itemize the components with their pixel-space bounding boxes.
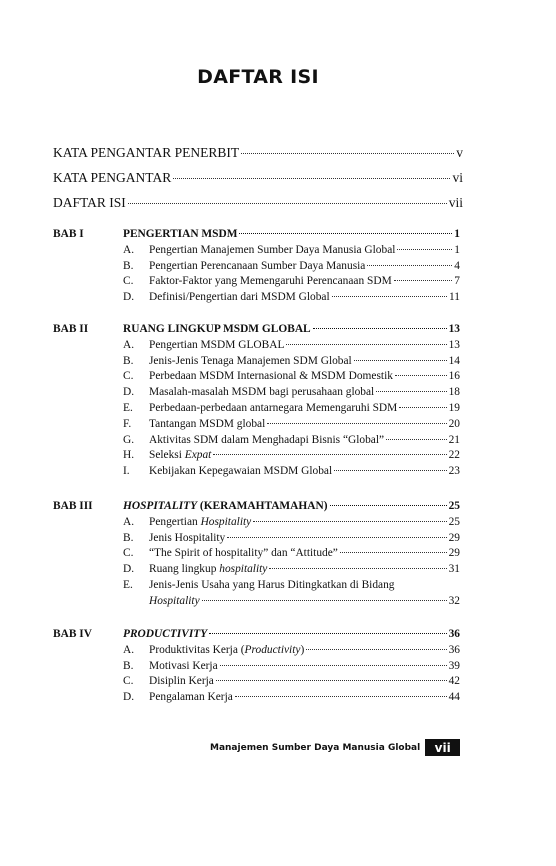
chapter-title-italic: HOSPITALITY	[123, 500, 198, 512]
section-letter: A.	[123, 243, 135, 256]
dot-leader	[241, 152, 454, 154]
chapter-number: BAB II	[53, 323, 89, 335]
page-title: DAFTAR ISI	[197, 66, 319, 88]
section-entry[interactable]	[53, 547, 460, 563]
dot-leader	[269, 567, 446, 569]
section-letter: D.	[123, 386, 135, 399]
dot-leader	[267, 422, 446, 424]
section-page: 44	[448, 691, 460, 704]
section-title: Pengertian Manajemen Sumber Daya Manusia Global	[149, 243, 396, 256]
section-letter: B.	[123, 354, 134, 367]
section-letter: D.	[123, 563, 135, 576]
section-page: 11	[449, 291, 460, 304]
dot-leader	[395, 374, 447, 376]
section-title: Aktivitas SDM dalam Menghadapi Bisnis “Global”	[149, 433, 385, 446]
entry-label: KATA PENGANTAR	[53, 170, 172, 185]
section-page: 23	[448, 465, 460, 478]
dot-leader	[227, 536, 446, 538]
chapter-page: 13	[448, 323, 460, 335]
section-title	[149, 644, 304, 656]
section-title: Motivasi Kerja	[149, 659, 218, 672]
section-letter: E.	[123, 578, 133, 591]
section-title-text: Produktivitas Kerja (	[149, 643, 245, 656]
section-letter: D.	[123, 691, 135, 704]
section-title-text: Pengertian	[149, 515, 198, 528]
dot-leader	[216, 679, 447, 681]
chapter-block	[53, 500, 460, 611]
chapter-number: BAB I	[53, 228, 84, 240]
dot-leader	[173, 177, 450, 179]
section-page: 14	[448, 354, 460, 367]
section-entry[interactable]	[53, 660, 460, 676]
section-page: 20	[448, 417, 460, 430]
section-title: Perbedaan-perbedaan antarnegara Memengaruhi SDM	[149, 401, 398, 414]
section-title-text: Seleksi	[149, 449, 182, 462]
chapter-page: 25	[448, 500, 460, 512]
section-entry[interactable]	[53, 418, 460, 434]
dot-leader	[235, 695, 447, 697]
section-title-italic: Hospitality	[200, 515, 252, 528]
section-letter: E.	[123, 401, 133, 414]
section-title-italic: Expat	[184, 449, 212, 462]
chapter-block	[53, 628, 460, 707]
chapter-title: PENGERTIAN MSDM	[123, 228, 238, 240]
section-title: Tantangan MSDM global	[149, 417, 266, 430]
section-entry[interactable]	[53, 449, 460, 465]
dot-leader	[367, 264, 452, 266]
section-title-italic: Productivity	[244, 643, 301, 656]
chapter-title	[123, 500, 328, 512]
section-entry[interactable]	[53, 260, 460, 276]
dot-leader	[253, 520, 446, 522]
dot-leader	[213, 453, 446, 455]
section-letter: F.	[123, 417, 132, 430]
section-page: 32	[448, 594, 460, 607]
page-footer	[210, 739, 460, 756]
section-entry[interactable]	[53, 291, 460, 307]
toc-entry[interactable]	[53, 145, 463, 161]
section-page: 29	[448, 531, 460, 544]
dot-leader	[334, 469, 446, 471]
section-page: 18	[448, 386, 460, 399]
dot-leader	[332, 295, 447, 297]
section-entry[interactable]	[53, 532, 460, 548]
chapter-heading[interactable]	[53, 228, 460, 244]
chapter-title: RUANG LINGKUP MSDM GLOBAL	[123, 323, 311, 335]
section-entry[interactable]	[53, 563, 460, 579]
dot-leader	[306, 648, 446, 650]
section-letter: B.	[123, 659, 134, 672]
section-title-suffix: )	[300, 643, 305, 656]
toc-entry[interactable]	[53, 195, 463, 211]
dot-leader	[286, 343, 446, 345]
section-title: Faktor-Faktor yang Memengaruhi Perencanaan SDM	[149, 275, 392, 288]
section-title: Masalah-masalah MSDM bagi perusahaan global	[149, 386, 375, 399]
section-entry[interactable]	[53, 370, 460, 386]
entry-page: vi	[452, 170, 463, 185]
chapter-heading[interactable]	[53, 323, 460, 339]
chapter-title-text: (KERAMAHTAMAHAN)	[199, 500, 328, 512]
footer-book-title: Manajemen Sumber Daya Manusia Global	[210, 742, 421, 753]
section-page: 22	[448, 449, 460, 462]
section-page: 31	[448, 563, 460, 576]
section-letter: B.	[123, 531, 134, 544]
section-letter: C.	[123, 547, 134, 560]
section-title-italic: Hospitality	[149, 594, 200, 607]
chapter-heading[interactable]	[53, 628, 460, 644]
section-entry[interactable]	[53, 675, 460, 691]
section-title: Pengalaman Kerja	[149, 691, 233, 704]
section-page: 16	[448, 370, 460, 383]
entry-page: vii	[448, 195, 463, 210]
section-title-text: Ruang lingkup	[149, 563, 217, 576]
section-title: Perbedaan MSDM Internasional & MSDM Domestik	[149, 370, 393, 383]
section-entry[interactable]	[53, 355, 460, 371]
chapter-number: BAB III	[53, 500, 93, 512]
section-entry[interactable]	[53, 434, 460, 450]
section-letter: G.	[123, 433, 135, 446]
chapter-block	[53, 323, 460, 481]
dot-leader	[376, 390, 446, 392]
section-letter: H.	[123, 449, 135, 462]
section-title: “The Spirit of hospitality” dan “Attitude”	[149, 547, 338, 560]
section-entry-continuation[interactable]	[53, 595, 460, 611]
section-entry[interactable]	[53, 339, 460, 355]
section-title: Jenis-Jenis Usaha yang Harus Ditingkatkan di Bidang	[149, 578, 395, 591]
section-letter: A.	[123, 515, 135, 528]
section-page: 13	[448, 338, 460, 351]
section-title: Jenis-Jenis Tenaga Manajemen SDM Global	[149, 354, 352, 367]
section-entry[interactable]	[53, 386, 460, 402]
section-title: Disiplin Kerja	[149, 675, 214, 688]
section-letter: C.	[123, 370, 134, 383]
section-entry[interactable]	[53, 516, 460, 532]
chapter-page: 36	[448, 628, 460, 640]
section-letter: D.	[123, 291, 135, 304]
section-entry[interactable]	[53, 691, 460, 707]
dot-leader	[209, 632, 446, 634]
dot-leader	[354, 359, 447, 361]
section-title: Definisi/Pengertian dari MSDM Global	[149, 291, 330, 304]
section-entry[interactable]	[53, 579, 460, 595]
section-page: 36	[448, 643, 460, 656]
section-title	[149, 563, 267, 575]
section-title: Pengertian MSDM GLOBAL	[149, 338, 285, 351]
chapter-title-italic: PRODUCTIVITY	[123, 628, 208, 640]
entry-label: DAFTAR ISI	[53, 195, 126, 210]
chapter-heading[interactable]	[53, 500, 460, 516]
section-page: 19	[448, 401, 460, 414]
section-title	[149, 516, 251, 528]
dot-leader	[399, 406, 446, 408]
footer-page-number: vii	[425, 739, 460, 756]
section-page: 21	[448, 433, 460, 446]
section-page: 7	[454, 275, 460, 288]
entry-page: v	[456, 145, 463, 160]
chapter-number: BAB IV	[53, 628, 92, 640]
section-page: 39	[448, 659, 460, 672]
dot-leader	[313, 327, 447, 329]
section-letter: A.	[123, 338, 135, 351]
section-page: 1	[454, 243, 460, 256]
chapter-page: 1	[454, 228, 460, 240]
section-title: Jenis Hospitality	[149, 531, 226, 544]
section-page: 42	[448, 675, 460, 688]
section-title: Kebijakan Kepegawaian MSDM Global	[149, 465, 333, 478]
section-page: 25	[448, 515, 460, 528]
dot-leader	[239, 232, 452, 234]
section-letter: B.	[123, 259, 134, 272]
section-entry[interactable]	[53, 402, 460, 418]
section-letter: C.	[123, 275, 134, 288]
dot-leader	[394, 279, 453, 281]
section-entry[interactable]	[53, 465, 460, 481]
dot-leader	[128, 202, 447, 204]
chapter-block	[53, 228, 460, 307]
entry-label: KATA PENGANTAR PENERBIT	[53, 145, 240, 160]
section-page: 4	[454, 259, 460, 272]
section-entry[interactable]	[53, 644, 460, 660]
section-entry[interactable]	[53, 244, 460, 260]
section-page: 29	[448, 547, 460, 560]
dot-leader	[397, 248, 452, 250]
dot-leader	[386, 438, 447, 440]
section-title	[149, 449, 211, 461]
section-title: Pengertian Perencanaan Sumber Daya Manusia	[149, 259, 366, 272]
dot-leader	[202, 599, 447, 601]
section-letter: A.	[123, 643, 135, 656]
section-entry[interactable]	[53, 275, 460, 291]
section-title-italic: hospitality	[219, 563, 268, 576]
dot-leader	[330, 504, 447, 506]
toc-entry[interactable]	[53, 170, 463, 186]
dot-leader	[220, 664, 447, 666]
dot-leader	[340, 551, 447, 553]
section-letter: I.	[123, 465, 130, 478]
section-letter: C.	[123, 675, 134, 688]
